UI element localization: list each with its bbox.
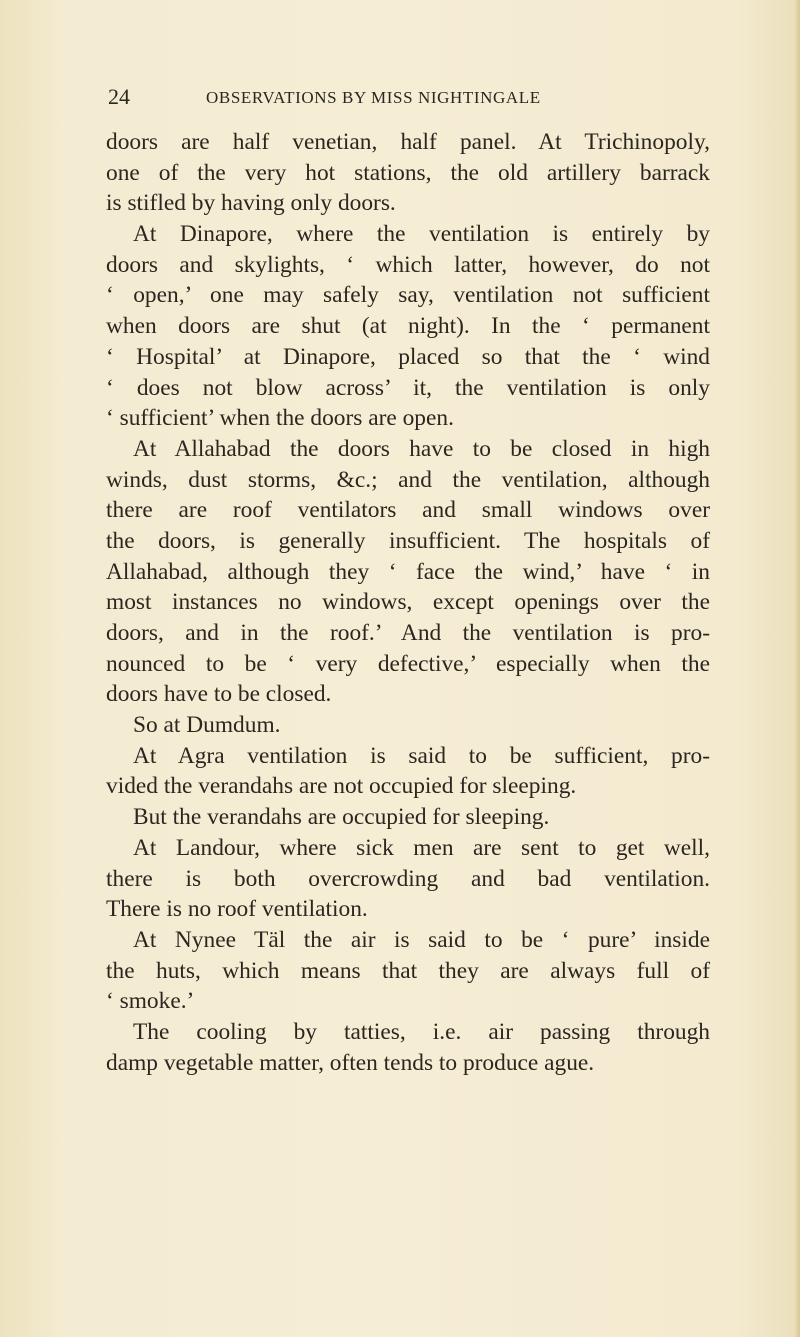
text-line: winds, dust storms, &c.; and the ventilation, although [106, 466, 710, 493]
text-line: damp vegetable matter, often tends to produce ague. [106, 1049, 595, 1076]
page-edge-shadow [794, 0, 800, 1337]
body-text [106, 127, 710, 1078]
text-line: The cooling by tatties, i.e. air passing through [133, 1018, 710, 1045]
text-line: Allahabad, although they ‘ face the wind,’ have ‘ in [106, 558, 710, 585]
text-line: is stifled by having only doors. [106, 190, 396, 217]
running-head: OBSERVATIONS BY MISS NIGHTINGALE [206, 88, 541, 107]
text-line: ‘ does not blow across’ it, the ventilation is only [106, 374, 710, 401]
text-line: most instances no windows, except openings over the [106, 589, 710, 616]
text-line: But the verandahs are occupied for sleeping. [133, 804, 550, 831]
text-line: the doors, is generally insufficient. The hospitals of [106, 527, 710, 554]
text-line: doors have to be closed. [106, 681, 332, 708]
text-line: ‘ smoke.’ [106, 988, 195, 1015]
text-line: ‘ open,’ one may safely say, ventilation not sufficient [106, 282, 710, 309]
page-number: 24 [108, 84, 130, 109]
text-line: doors and skylights, ‘ which latter, however, do not [106, 251, 710, 278]
text-line: there is both overcrowding and bad ventilation. [106, 865, 710, 892]
text-line: At Dinapore, where the ventilation is entirely by [133, 221, 710, 248]
text-line: So at Dumdum. [133, 712, 281, 739]
text-line: doors are half venetian, half panel. At Trichinopoly, [106, 129, 710, 155]
text-line: vided the verandahs are not occupied for sleeping. [106, 773, 577, 800]
text-line: the huts, which means that they are always full of [106, 957, 710, 984]
text-line: when doors are shut (at night). In the ‘ permanent [106, 313, 710, 340]
text-line: one of the very hot stations, the old artillery barrack [106, 159, 710, 186]
text-line: At Agra ventilation is said to be sufficient, pro- [133, 742, 710, 769]
text-line: nounced to be ‘ very defective,’ especially when the [106, 650, 710, 677]
text-line: There is no roof ventilation. [106, 896, 368, 923]
text-line: doors, and in the roof.’ And the ventilation is pro- [106, 620, 710, 646]
text-line: ‘ sufficient’ when the doors are open. [106, 405, 454, 432]
text-line: At Allahabad the doors have to be closed in high [133, 435, 710, 462]
page-header [108, 84, 728, 114]
text-line: At Landour, where sick men are sent to get well, [133, 834, 710, 861]
text-line: there are roof ventilators and small windows over [106, 497, 710, 524]
text-line: ‘ Hospital’ at Dinapore, placed so that the ‘ wind [106, 343, 710, 370]
text-line: At Nynee Täl the air is said to be ‘ pure’ inside [133, 926, 710, 953]
